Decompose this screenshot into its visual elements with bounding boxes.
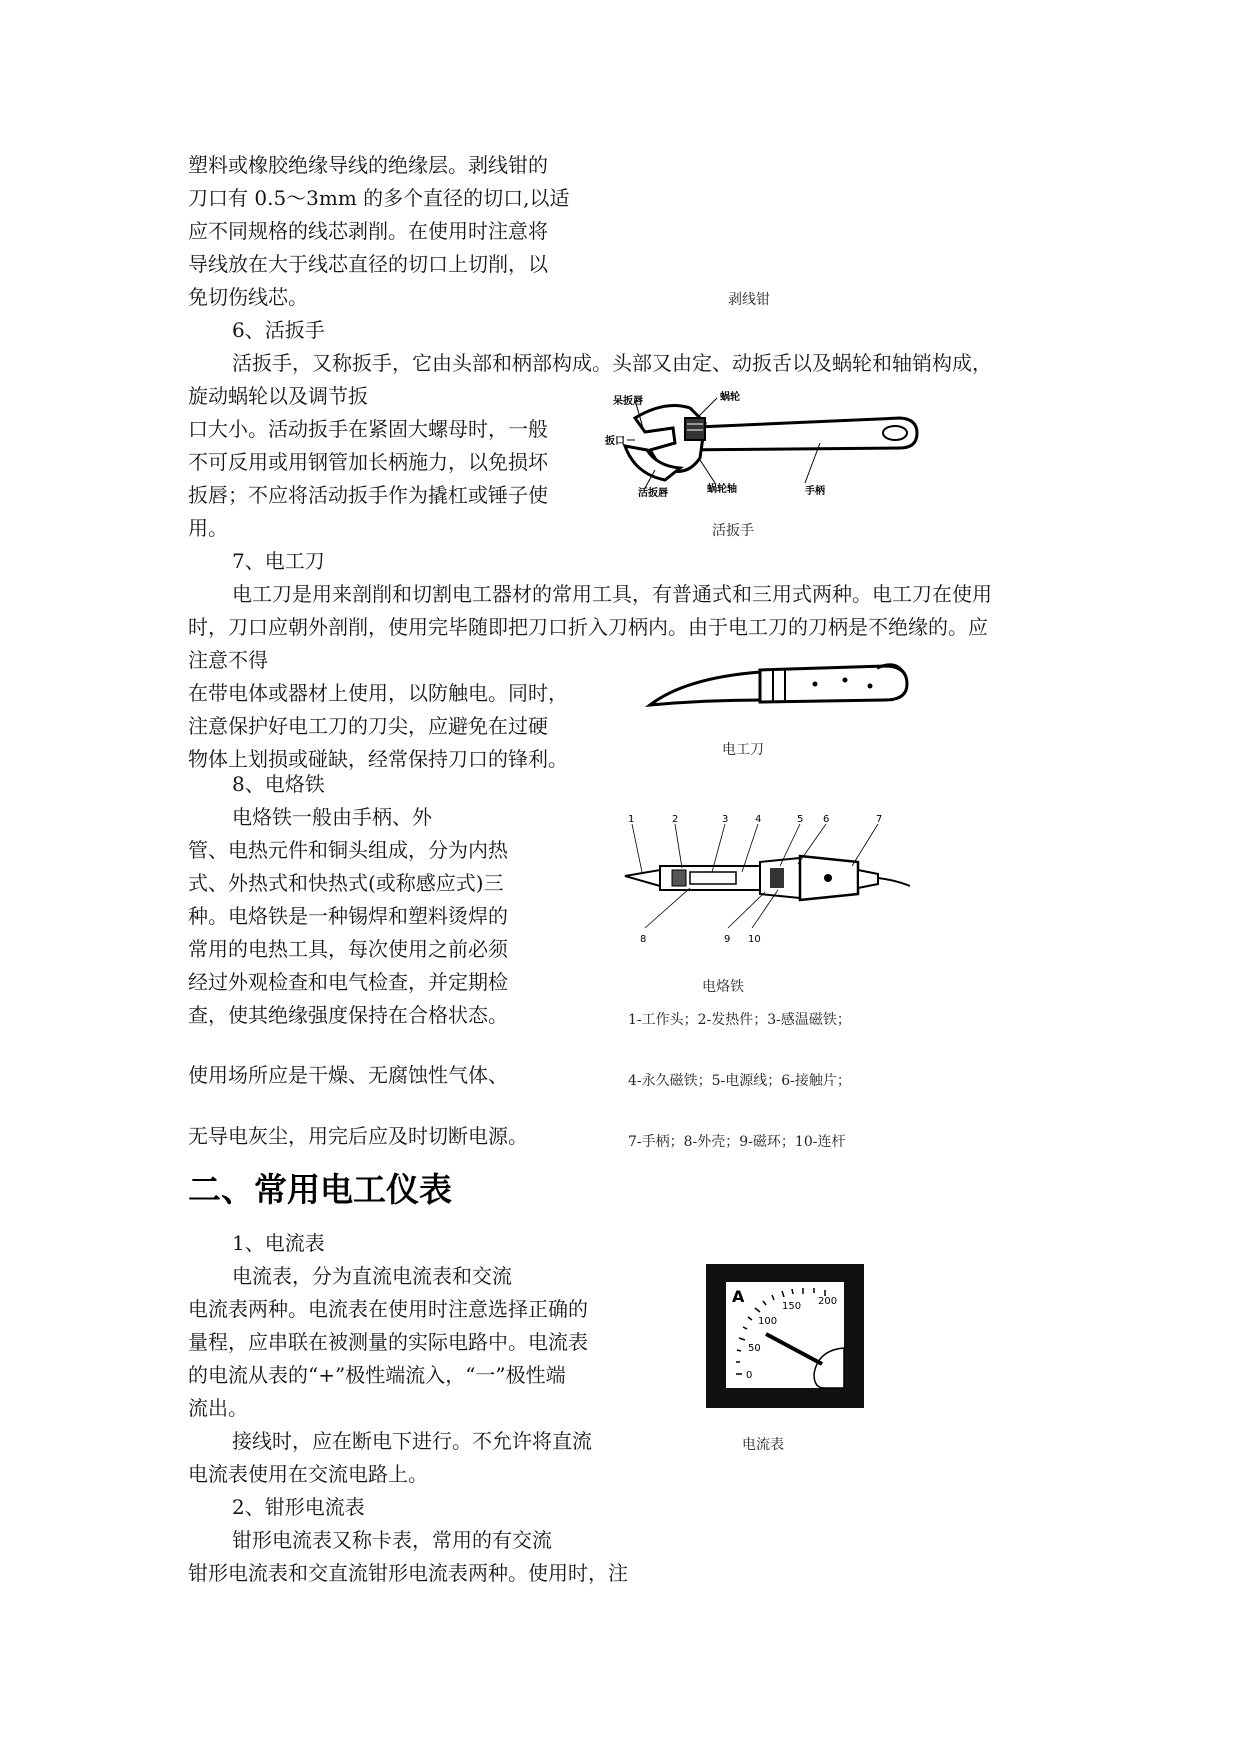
text-line: 在带电体或器材上使用，以防触电。同时，: [188, 681, 568, 705]
text-line: 扳唇；不应将活动扳手作为撬杠或锤子使: [188, 483, 548, 507]
iron-legend-line: 4-永久磁铁；5-电源线；6-接触片；: [628, 1073, 851, 1089]
label-movable-jaw: 活扳唇: [638, 488, 668, 498]
adjustable-wrench-figure: [605, 388, 925, 498]
text-line: 管、电热元件和铜头组成，分为内热: [188, 838, 508, 862]
text-line: 查，使其绝缘强度保持在合格状态。: [188, 1003, 508, 1027]
text-line: 种。电烙铁是一种锡焊和塑料烫焊的: [188, 904, 508, 928]
text-line: 免切伤线芯。: [188, 285, 308, 309]
iron-caption: 电烙铁: [702, 979, 744, 995]
clamp-heading: 2、钳形电流表: [232, 1495, 365, 1519]
text-line: 电流表，分为直流电流表和交流: [232, 1264, 512, 1288]
section-title: 二、常用电工仪表: [188, 1170, 452, 1209]
text-line: 电烙铁一般由手柄、外: [232, 805, 432, 829]
text-line: 用。: [188, 516, 228, 540]
text-line: 物体上划损或碰缺，经常保持刀口的锋利。: [188, 747, 568, 771]
knife-heading: 7、电工刀: [232, 549, 325, 573]
text-line: 刀口有 0.5～3mm 的多个直径的切口,以适: [188, 186, 570, 210]
iron-legend-line: 1-工作头；2-发热件；3-感温磁铁；: [628, 1012, 851, 1028]
dial-tick-label: 100: [758, 1316, 778, 1327]
text-line: 流出。: [188, 1396, 248, 1420]
text-line: 电流表两种。电流表在使用时注意选择正确的: [188, 1297, 588, 1321]
callout-number: 6: [823, 814, 830, 825]
text-line: 注意保护好电工刀的刀尖，应避免在过硬: [188, 714, 548, 738]
text-line: 量程，应串联在被测量的实际电路中。电流表: [188, 1330, 588, 1354]
ammeter-heading: 1、电流表: [232, 1231, 325, 1255]
text-line: 经过外观检查和电气检查，并定期检: [188, 970, 508, 994]
iron-legend-line: 7-手柄；8-外壳；9-磁环；10-连杆: [628, 1134, 846, 1150]
text-line: 常用的电热工具，每次使用之前必须: [188, 937, 508, 961]
ammeter-figure: [706, 1264, 864, 1408]
label-opening: 扳口: [605, 436, 625, 447]
text-line: 使用场所应是干燥、无腐蚀性气体、: [188, 1063, 508, 1087]
dial-tick-label: 0: [746, 1370, 753, 1381]
text-line: 的电流从表的“+”极性端流入，“一”极性端: [188, 1363, 566, 1387]
text-line: 钳形电流表又称卡表，常用的有交流: [232, 1528, 552, 1552]
callout-number: 4: [755, 814, 762, 825]
text-line: 应不同规格的线芯剥削。在使用时注意将: [188, 219, 548, 243]
label-fixed-jaw: 呆扳唇: [613, 396, 643, 407]
callout-number: 1: [628, 814, 635, 825]
dial-tick-label: 150: [782, 1301, 802, 1312]
stripper-caption: 剥线钳: [728, 292, 770, 308]
wrench-caption: 活扳手: [712, 523, 754, 539]
callout-number: 5: [797, 814, 804, 825]
callout-number: 3: [722, 814, 729, 825]
dial-unit: A: [732, 1287, 745, 1306]
text-line: 电流表使用在交流电路上。: [188, 1462, 428, 1486]
callout-number: 8: [640, 934, 647, 945]
text-line: 口大小。活动扳手在紧固大螺母时，一般: [188, 417, 548, 441]
text-line: 钳形电流表和交直流钳形电流表两种。使用时，注: [188, 1561, 628, 1585]
text-line: 时，刀口应朝外剖削，使用完毕随即把刀口折入刀柄内。由于电工刀的刀柄是不绝缘的。应: [188, 615, 988, 639]
callout-number: 9: [724, 934, 731, 945]
soldering-iron-figure: [620, 810, 920, 950]
text-line: 导线放在大于线芯直径的切口上切削，以: [188, 252, 548, 276]
text-line: 无导电灰尘，用完后应及时切断电源。: [188, 1124, 528, 1148]
label-worm-shaft: 蜗轮轴: [707, 484, 737, 495]
callout-number: 2: [672, 814, 679, 825]
text-line: 接线时，应在断电下进行。不允许将直流: [232, 1429, 592, 1453]
text-line: 注意不得: [188, 648, 268, 672]
iron-heading: 8、电烙铁: [232, 772, 325, 796]
text-line: 活扳手，又称扳手，它由头部和柄部构成。头部又由定、动扳舌以及蜗轮和轴销构成，: [232, 351, 992, 375]
label-handle: 手柄: [805, 486, 825, 497]
callout-number: 7: [876, 814, 883, 825]
label-worm: 蜗轮: [720, 392, 740, 403]
knife-caption: 电工刀: [722, 742, 764, 758]
wrench-heading: 6、活扳手: [232, 318, 325, 342]
text-line: 电工刀是用来剖削和切割电工器材的常用工具，有普通式和三用式两种。电工刀在使用: [232, 582, 992, 606]
electrician-knife-figure: [645, 660, 915, 720]
text-line: 式、外热式和快热式(或称感应式)三: [188, 871, 504, 895]
text-line: 不可反用或用钢管加长柄施力，以免损坏: [188, 450, 548, 474]
dial-tick-label: 50: [748, 1343, 761, 1354]
ammeter-caption: 电流表: [742, 1437, 784, 1453]
text-line: 旋动蜗轮以及调节扳: [188, 384, 368, 408]
dial-tick-label: 200: [818, 1296, 838, 1307]
callout-number: 10: [748, 934, 761, 945]
text-line: 塑料或橡胶绝缘导线的绝缘层。剥线钳的: [188, 153, 548, 177]
